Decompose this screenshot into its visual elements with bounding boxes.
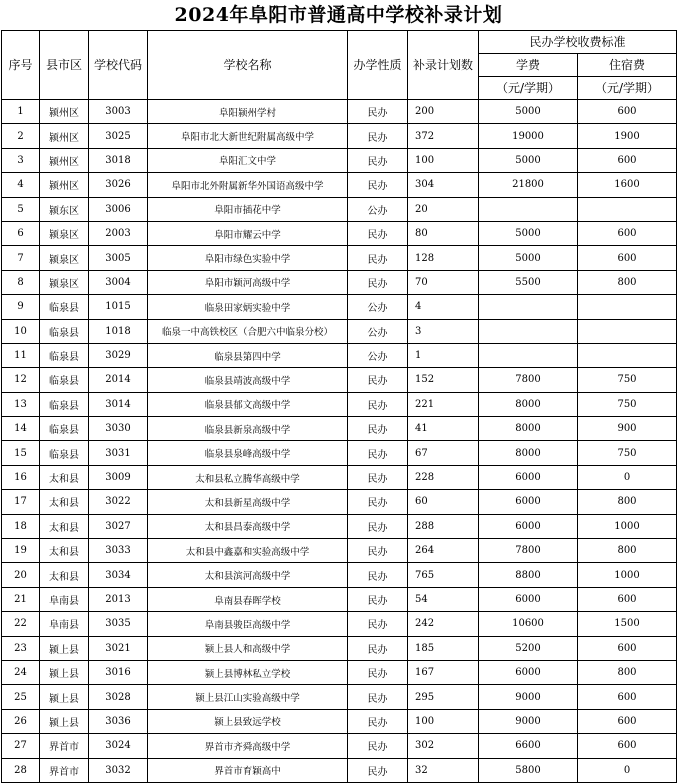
table-row xyxy=(2,612,677,636)
cell-plan: 70 xyxy=(408,270,479,294)
cell-seq: 8 xyxy=(2,270,40,294)
cell-school-name: 临泉县第四中学 xyxy=(148,343,348,367)
cell-code: 3029 xyxy=(89,343,148,367)
cell-lodging xyxy=(578,197,677,221)
cell-seq: 12 xyxy=(2,368,40,392)
cell-school-name: 阜南县骏臣高级中学 xyxy=(148,612,348,636)
cell-school-name: 临泉县靖波高级中学 xyxy=(148,368,348,392)
cell-code: 3003 xyxy=(89,100,148,124)
cell-seq: 10 xyxy=(2,319,40,343)
cell-lodging: 600 xyxy=(578,734,677,758)
header-tuition-unit: （元/学期） xyxy=(479,77,578,100)
cell-nature: 民办 xyxy=(348,612,408,636)
cell-tuition: 6000 xyxy=(479,490,578,514)
cell-code: 3016 xyxy=(89,660,148,684)
cell-tuition: 5000 xyxy=(479,221,578,245)
cell-seq: 24 xyxy=(2,660,40,684)
table-row xyxy=(2,441,677,465)
cell-code: 3032 xyxy=(89,758,148,782)
cell-plan: 100 xyxy=(408,148,479,172)
cell-plan: 167 xyxy=(408,660,479,684)
cell-county: 颍泉区 xyxy=(40,270,89,294)
cell-school-name: 界首市齐舜高级中学 xyxy=(148,734,348,758)
cell-school-name: 临泉县新泉高级中学 xyxy=(148,417,348,441)
cell-plan: 41 xyxy=(408,417,479,441)
cell-code: 3024 xyxy=(89,734,148,758)
cell-school-name: 颍上县致远学校 xyxy=(148,709,348,733)
header-lodging-unit: （元/学期） xyxy=(578,77,677,100)
table-row xyxy=(2,295,677,319)
cell-school-name: 阜阳市北大新世纪附属高级中学 xyxy=(148,124,348,148)
cell-code: 3014 xyxy=(89,392,148,416)
cell-school-name: 颍上县人和高级中学 xyxy=(148,636,348,660)
cell-county: 临泉县 xyxy=(40,392,89,416)
cell-county: 颍上县 xyxy=(40,636,89,660)
cell-lodging: 600 xyxy=(578,221,677,245)
cell-school-name: 太和县昌泰高级中学 xyxy=(148,514,348,538)
cell-lodging: 1600 xyxy=(578,173,677,197)
cell-tuition: 6000 xyxy=(479,587,578,611)
table-row xyxy=(2,636,677,660)
cell-county: 颍州区 xyxy=(40,124,89,148)
cell-school-name: 临泉田家炳实验中学 xyxy=(148,295,348,319)
cell-county: 临泉县 xyxy=(40,368,89,392)
cell-nature: 公办 xyxy=(348,319,408,343)
table-row xyxy=(2,539,677,563)
cell-seq: 22 xyxy=(2,612,40,636)
cell-code: 3004 xyxy=(89,270,148,294)
cell-plan: 152 xyxy=(408,368,479,392)
cell-seq: 21 xyxy=(2,587,40,611)
cell-lodging: 0 xyxy=(578,465,677,489)
table-row xyxy=(2,758,677,782)
cell-plan: 4 xyxy=(408,295,479,319)
table-row xyxy=(2,685,677,709)
cell-tuition: 5500 xyxy=(479,270,578,294)
header-seq: 序号 xyxy=(2,31,40,100)
cell-seq: 20 xyxy=(2,563,40,587)
cell-nature: 民办 xyxy=(348,514,408,538)
cell-nature: 民办 xyxy=(348,417,408,441)
cell-code: 3028 xyxy=(89,685,148,709)
cell-school-name: 临泉一中高铁校区（合肥六中临泉分校） xyxy=(148,319,348,343)
cell-code: 3035 xyxy=(89,612,148,636)
cell-nature: 民办 xyxy=(348,441,408,465)
cell-school-name: 阜阳市插花中学 xyxy=(148,197,348,221)
cell-county: 太和县 xyxy=(40,490,89,514)
cell-school-name: 阜阳颍州学村 xyxy=(148,100,348,124)
table-body xyxy=(2,100,677,783)
cell-seq: 4 xyxy=(2,173,40,197)
cell-plan: 185 xyxy=(408,636,479,660)
cell-lodging: 1500 xyxy=(578,612,677,636)
cell-plan: 3 xyxy=(408,319,479,343)
cell-nature: 公办 xyxy=(348,343,408,367)
cell-school-name: 颍上县江山实验高级中学 xyxy=(148,685,348,709)
cell-tuition: 6000 xyxy=(479,514,578,538)
cell-lodging: 1000 xyxy=(578,514,677,538)
cell-code: 1015 xyxy=(89,295,148,319)
cell-tuition: 9000 xyxy=(479,709,578,733)
cell-seq: 28 xyxy=(2,758,40,782)
cell-county: 颍州区 xyxy=(40,100,89,124)
cell-tuition: 21800 xyxy=(479,173,578,197)
cell-tuition: 5000 xyxy=(479,148,578,172)
cell-nature: 民办 xyxy=(348,636,408,660)
cell-plan: 288 xyxy=(408,514,479,538)
cell-county: 颍东区 xyxy=(40,197,89,221)
cell-county: 临泉县 xyxy=(40,343,89,367)
cell-plan: 304 xyxy=(408,173,479,197)
cell-seq: 7 xyxy=(2,246,40,270)
cell-code: 2014 xyxy=(89,368,148,392)
cell-lodging: 750 xyxy=(578,392,677,416)
cell-nature: 民办 xyxy=(348,270,408,294)
cell-tuition: 8800 xyxy=(479,563,578,587)
cell-seq: 27 xyxy=(2,734,40,758)
cell-seq: 16 xyxy=(2,465,40,489)
cell-nature: 公办 xyxy=(348,197,408,221)
cell-county: 颍州区 xyxy=(40,148,89,172)
cell-lodging: 750 xyxy=(578,368,677,392)
cell-seq: 1 xyxy=(2,100,40,124)
cell-plan: 302 xyxy=(408,734,479,758)
cell-seq: 5 xyxy=(2,197,40,221)
cell-tuition xyxy=(479,343,578,367)
table-row xyxy=(2,490,677,514)
cell-code: 3034 xyxy=(89,563,148,587)
cell-lodging: 800 xyxy=(578,490,677,514)
cell-plan: 1 xyxy=(408,343,479,367)
cell-school-name: 临泉县泉峰高级中学 xyxy=(148,441,348,465)
cell-plan: 765 xyxy=(408,563,479,587)
cell-county: 临泉县 xyxy=(40,417,89,441)
cell-code: 3009 xyxy=(89,465,148,489)
table-row xyxy=(2,343,677,367)
cell-lodging: 800 xyxy=(578,539,677,563)
cell-seq: 18 xyxy=(2,514,40,538)
cell-lodging: 800 xyxy=(578,660,677,684)
cell-school-name: 太和县中鑫嘉和实验高级中学 xyxy=(148,539,348,563)
cell-tuition: 6600 xyxy=(479,734,578,758)
cell-county: 临泉县 xyxy=(40,441,89,465)
cell-lodging: 600 xyxy=(578,100,677,124)
cell-seq: 19 xyxy=(2,539,40,563)
cell-county: 颍上县 xyxy=(40,685,89,709)
cell-lodging: 0 xyxy=(578,758,677,782)
cell-nature: 民办 xyxy=(348,124,408,148)
header-nature: 办学性质 xyxy=(348,31,408,100)
table-row xyxy=(2,734,677,758)
cell-nature: 公办 xyxy=(348,295,408,319)
cell-lodging: 600 xyxy=(578,709,677,733)
cell-tuition: 7800 xyxy=(479,368,578,392)
header-county: 县市区 xyxy=(40,31,89,100)
cell-plan: 54 xyxy=(408,587,479,611)
cell-seq: 9 xyxy=(2,295,40,319)
table-row xyxy=(2,221,677,245)
cell-lodging xyxy=(578,295,677,319)
cell-nature: 民办 xyxy=(348,148,408,172)
cell-plan: 264 xyxy=(408,539,479,563)
cell-county: 太和县 xyxy=(40,514,89,538)
cell-plan: 372 xyxy=(408,124,479,148)
cell-tuition: 9000 xyxy=(479,685,578,709)
cell-seq: 23 xyxy=(2,636,40,660)
table-row xyxy=(2,392,677,416)
cell-county: 临泉县 xyxy=(40,319,89,343)
cell-plan: 60 xyxy=(408,490,479,514)
cell-code: 3005 xyxy=(89,246,148,270)
cell-county: 界首市 xyxy=(40,758,89,782)
cell-code: 3030 xyxy=(89,417,148,441)
page-title: 2024年阜阳市普通高中学校补录计划 xyxy=(174,4,503,26)
cell-nature: 民办 xyxy=(348,368,408,392)
table-row xyxy=(2,368,677,392)
cell-plan: 200 xyxy=(408,100,479,124)
table-row xyxy=(2,319,677,343)
table-row xyxy=(2,660,677,684)
cell-nature: 民办 xyxy=(348,709,408,733)
cell-seq: 15 xyxy=(2,441,40,465)
cell-lodging: 1900 xyxy=(578,124,677,148)
cell-lodging: 900 xyxy=(578,417,677,441)
cell-tuition: 6000 xyxy=(479,465,578,489)
cell-code: 3018 xyxy=(89,148,148,172)
cell-school-name: 太和县私立腾华高级中学 xyxy=(148,465,348,489)
cell-seq: 26 xyxy=(2,709,40,733)
cell-tuition xyxy=(479,295,578,319)
cell-lodging: 600 xyxy=(578,246,677,270)
cell-tuition xyxy=(479,319,578,343)
cell-lodging: 750 xyxy=(578,441,677,465)
table-row xyxy=(2,587,677,611)
table-row xyxy=(2,100,677,124)
cell-lodging: 600 xyxy=(578,148,677,172)
cell-school-name: 界首市育颖高中 xyxy=(148,758,348,782)
cell-code: 2003 xyxy=(89,221,148,245)
cell-code: 3027 xyxy=(89,514,148,538)
table-row xyxy=(2,124,677,148)
cell-school-name: 阜阳市耀云中学 xyxy=(148,221,348,245)
cell-tuition: 8000 xyxy=(479,392,578,416)
table-row xyxy=(2,270,677,294)
cell-code: 3036 xyxy=(89,709,148,733)
cell-lodging: 1000 xyxy=(578,563,677,587)
cell-lodging xyxy=(578,343,677,367)
cell-seq: 13 xyxy=(2,392,40,416)
table-header xyxy=(2,31,677,100)
cell-nature: 民办 xyxy=(348,539,408,563)
cell-county: 阜南县 xyxy=(40,587,89,611)
cell-seq: 14 xyxy=(2,417,40,441)
table-row xyxy=(2,197,677,221)
cell-school-name: 阜阳市颖河高级中学 xyxy=(148,270,348,294)
header-fee-group: 民办学校收费标准 xyxy=(479,31,677,54)
cell-lodging: 600 xyxy=(578,685,677,709)
table-row xyxy=(2,417,677,441)
cell-nature: 民办 xyxy=(348,100,408,124)
cell-plan: 80 xyxy=(408,221,479,245)
cell-code: 3026 xyxy=(89,173,148,197)
cell-plan: 242 xyxy=(408,612,479,636)
cell-nature: 民办 xyxy=(348,221,408,245)
cell-school-name: 阜南县春晖学校 xyxy=(148,587,348,611)
cell-seq: 2 xyxy=(2,124,40,148)
cell-school-name: 阜阳市绿色实验中学 xyxy=(148,246,348,270)
cell-lodging: 600 xyxy=(578,587,677,611)
cell-tuition: 8000 xyxy=(479,417,578,441)
cell-nature: 民办 xyxy=(348,685,408,709)
cell-tuition: 8000 xyxy=(479,441,578,465)
cell-plan: 32 xyxy=(408,758,479,782)
cell-county: 颍泉区 xyxy=(40,246,89,270)
cell-county: 临泉县 xyxy=(40,295,89,319)
cell-tuition: 5000 xyxy=(479,246,578,270)
cell-school-name: 颍上县博林私立学校 xyxy=(148,660,348,684)
cell-plan: 128 xyxy=(408,246,479,270)
cell-county: 颍州区 xyxy=(40,173,89,197)
cell-code: 3022 xyxy=(89,490,148,514)
cell-seq: 11 xyxy=(2,343,40,367)
cell-tuition: 6000 xyxy=(479,660,578,684)
cell-seq: 17 xyxy=(2,490,40,514)
cell-school-name: 太和县滨河高级中学 xyxy=(148,563,348,587)
table-row xyxy=(2,246,677,270)
cell-plan: 100 xyxy=(408,709,479,733)
cell-lodging: 600 xyxy=(578,636,677,660)
cell-seq: 6 xyxy=(2,221,40,245)
cell-county: 太和县 xyxy=(40,465,89,489)
cell-tuition: 5000 xyxy=(479,100,578,124)
cell-nature: 民办 xyxy=(348,758,408,782)
cell-tuition: 19000 xyxy=(479,124,578,148)
table-row xyxy=(2,514,677,538)
cell-county: 阜南县 xyxy=(40,612,89,636)
cell-tuition: 5200 xyxy=(479,636,578,660)
cell-school-name: 阜阳汇文中学 xyxy=(148,148,348,172)
cell-county: 太和县 xyxy=(40,539,89,563)
cell-county: 太和县 xyxy=(40,563,89,587)
cell-tuition xyxy=(479,197,578,221)
cell-seq: 3 xyxy=(2,148,40,172)
cell-nature: 民办 xyxy=(348,173,408,197)
table-row xyxy=(2,465,677,489)
cell-code: 2013 xyxy=(89,587,148,611)
cell-school-name: 临泉县郁文高级中学 xyxy=(148,392,348,416)
cell-county: 颍上县 xyxy=(40,660,89,684)
cell-seq: 25 xyxy=(2,685,40,709)
header-name: 学校名称 xyxy=(148,31,348,100)
table-row xyxy=(2,148,677,172)
cell-school-name: 阜阳市北外附属新华外国语高级中学 xyxy=(148,173,348,197)
table-row xyxy=(2,563,677,587)
cell-code: 3006 xyxy=(89,197,148,221)
cell-plan: 295 xyxy=(408,685,479,709)
cell-nature: 民办 xyxy=(348,465,408,489)
cell-school-name: 太和县新星高级中学 xyxy=(148,490,348,514)
cell-code: 3031 xyxy=(89,441,148,465)
cell-tuition: 5800 xyxy=(479,758,578,782)
cell-county: 颍泉区 xyxy=(40,221,89,245)
cell-nature: 民办 xyxy=(348,563,408,587)
cell-nature: 民办 xyxy=(348,246,408,270)
cell-plan: 20 xyxy=(408,197,479,221)
enrollment-table xyxy=(1,30,677,783)
cell-tuition: 10600 xyxy=(479,612,578,636)
cell-tuition: 7800 xyxy=(479,539,578,563)
cell-county: 颍上县 xyxy=(40,709,89,733)
cell-county: 界首市 xyxy=(40,734,89,758)
cell-nature: 民办 xyxy=(348,392,408,416)
cell-plan: 221 xyxy=(408,392,479,416)
header-code: 学校代码 xyxy=(89,31,148,100)
cell-lodging: 800 xyxy=(578,270,677,294)
table-row xyxy=(2,173,677,197)
cell-code: 3025 xyxy=(89,124,148,148)
cell-nature: 民办 xyxy=(348,490,408,514)
header-tuition: 学费 xyxy=(479,54,578,77)
cell-nature: 民办 xyxy=(348,587,408,611)
cell-plan: 67 xyxy=(408,441,479,465)
cell-code: 3033 xyxy=(89,539,148,563)
cell-plan: 228 xyxy=(408,465,479,489)
header-plan: 补录计划数 xyxy=(408,31,479,100)
cell-nature: 民办 xyxy=(348,660,408,684)
cell-code: 1018 xyxy=(89,319,148,343)
cell-nature: 民办 xyxy=(348,734,408,758)
header-lodging: 住宿费 xyxy=(578,54,677,77)
cell-lodging xyxy=(578,319,677,343)
table-row xyxy=(2,709,677,733)
cell-code: 3021 xyxy=(89,636,148,660)
